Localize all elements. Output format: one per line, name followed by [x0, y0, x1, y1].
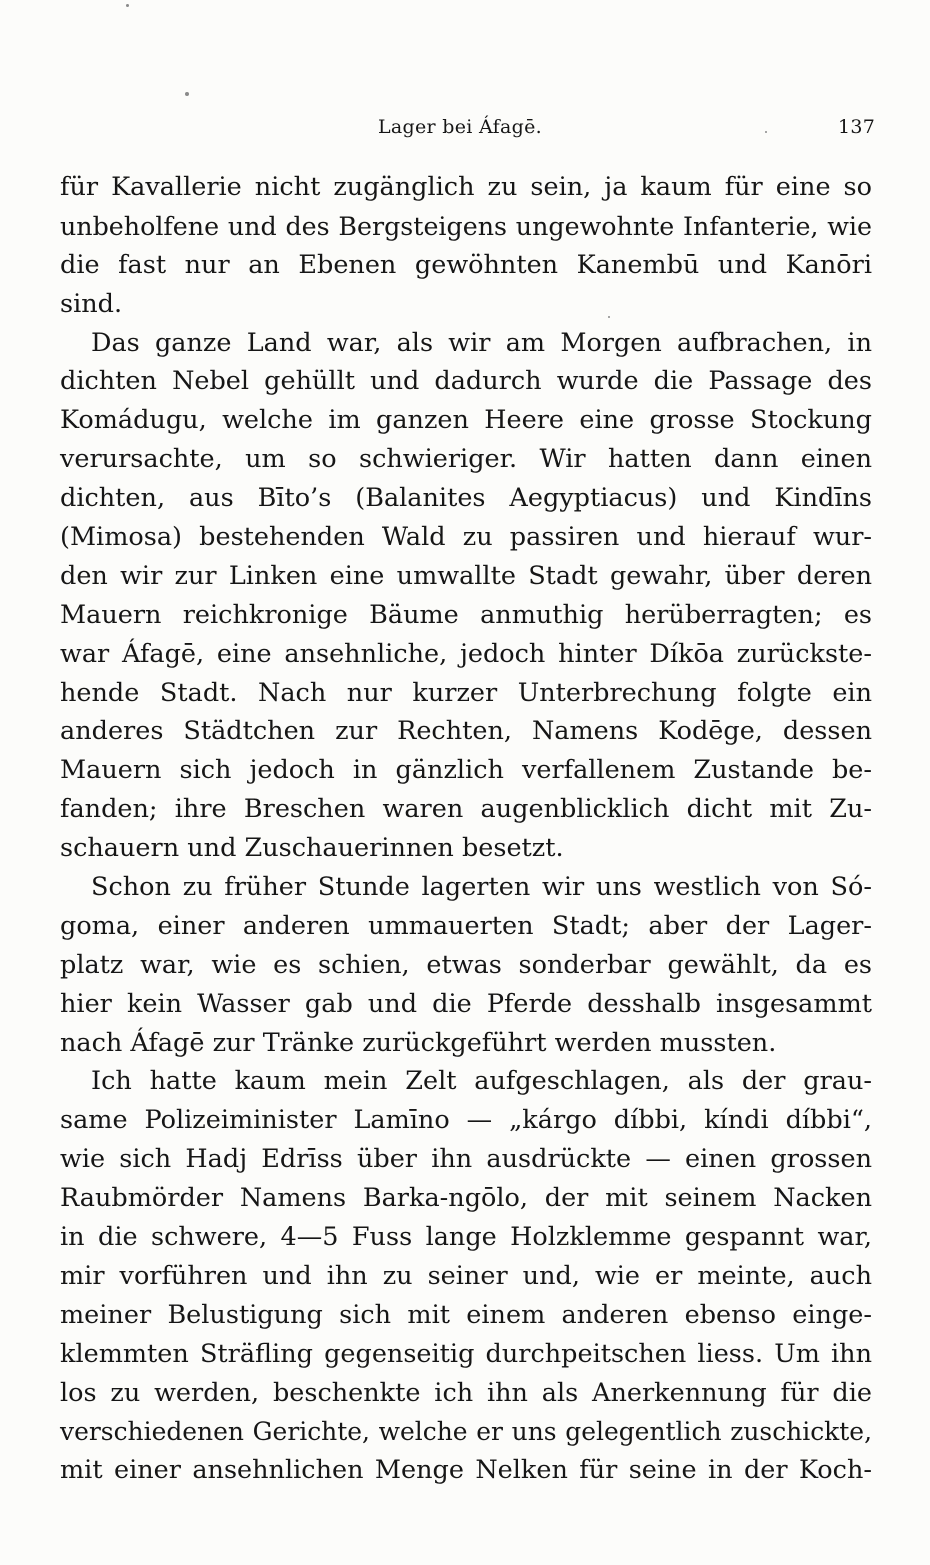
text-line: mit einer ansehnlichen Menge Nelken für seine in der Koch- — [60, 1455, 872, 1486]
text-line: hende Stadt. Nach nur kurzer Unterbrechung folgte ein — [60, 677, 872, 708]
running-title: Lager bei Áfagē. — [378, 116, 542, 138]
text-line: verschiedenen Gerichte, welche er uns gelegentlich zuschickte, — [60, 1416, 872, 1446]
page-number: 137 — [838, 116, 876, 138]
text-line: Ich hatte kaum mein Zelt aufgeschlagen, als der grau- — [91, 1066, 872, 1097]
text-line: den wir zur Linken eine umwallte Stadt gewahr, über deren — [60, 560, 872, 591]
text-line: sind. — [60, 288, 123, 319]
text-line: fanden; ihre Breschen waren augenblicklich dicht mit Zu- — [60, 794, 872, 825]
text-line: Das ganze Land war, als wir am Morgen aufbrachen, in — [91, 327, 872, 358]
text-line: Schon zu früher Stunde lagerten wir uns westlich von Só- — [91, 872, 872, 903]
text-line: Raubmörder Namens Barka-ngōlo, der mit seinem Nacken — [60, 1183, 872, 1214]
text-line: Mauern sich jedoch in gänzlich verfallenem Zustande be- — [60, 755, 872, 786]
paragraph — [60, 324, 872, 868]
text-line: los zu werden, beschenkte ich ihn als Anerkennung für die — [60, 1377, 872, 1408]
text-line: unbeholfene und des Bergsteigens ungewohnte Infanterie, wie — [60, 210, 872, 241]
print-speck — [185, 92, 189, 96]
text-line: goma, einer anderen ummauerten Stadt; aber der Lager- — [60, 910, 872, 941]
text-line: war Áfagē, eine ansehnliche, jedoch hinter Díkōa zurückste- — [60, 638, 872, 669]
text-line: für Kavallerie nicht zugänglich zu sein, ja kaum für eine so — [60, 172, 872, 202]
text-line: schauern und Zuschauerinnen besetzt. — [60, 833, 564, 864]
text-line: Komádugu, welche im ganzen Heere eine grosse Stockung — [60, 405, 872, 436]
text-line: same Polizeiminister Lamīno — „kárgo díbbi, kíndi díbbi“, — [60, 1105, 872, 1136]
text-line: verursachte, um so schwieriger. Wir hatten dann einen — [60, 444, 872, 475]
text-line: dichten Nebel gehüllt und dadurch wurde die Passage des — [60, 366, 872, 397]
text-line: mir vorführen und ihn zu seiner und, wie er meinte, auch — [60, 1260, 872, 1291]
text-line: meiner Belustigung sich mit einem anderen ebenso einge- — [60, 1299, 872, 1330]
text-line: klemmten Sträfling gegenseitig durchpeitschen liess. Um ihn — [60, 1338, 872, 1369]
paragraph — [60, 1062, 872, 1490]
text-line: Mauern reichkronige Bäume anmuthig herüberragten; es — [60, 599, 872, 630]
text-line: (Mimosa) bestehenden Wald zu passiren und hierauf wur- — [60, 522, 872, 553]
paragraph — [60, 168, 872, 324]
text-line: hier kein Wasser gab und die Pferde desshalb insgesammt — [60, 988, 872, 1019]
paragraph — [60, 868, 872, 1062]
text-line: in die schwere, 4—5 Fuss lange Holzklemme gespannt war, — [60, 1222, 872, 1253]
page-header — [0, 116, 930, 146]
text-line: dichten, aus Bīto’s (Balanites Aegyptiacus) und Kindīns — [60, 483, 872, 514]
text-line: die fast nur an Ebenen gewöhnten Kanembū und Kanōri — [60, 249, 872, 280]
text-line: nach Áfagē zur Tränke zurückgeführt werden mussten. — [60, 1027, 777, 1058]
body-text — [60, 168, 872, 1490]
text-line: wie sich Hadj Edrīss über ihn ausdrückte — einen grossen — [60, 1144, 872, 1175]
print-speck — [126, 4, 129, 7]
text-line: anderes Städtchen zur Rechten, Namens Kodēge, dessen — [60, 716, 872, 747]
text-line: platz war, wie es schien, etwas sonderbar gewählt, da es — [60, 949, 872, 980]
